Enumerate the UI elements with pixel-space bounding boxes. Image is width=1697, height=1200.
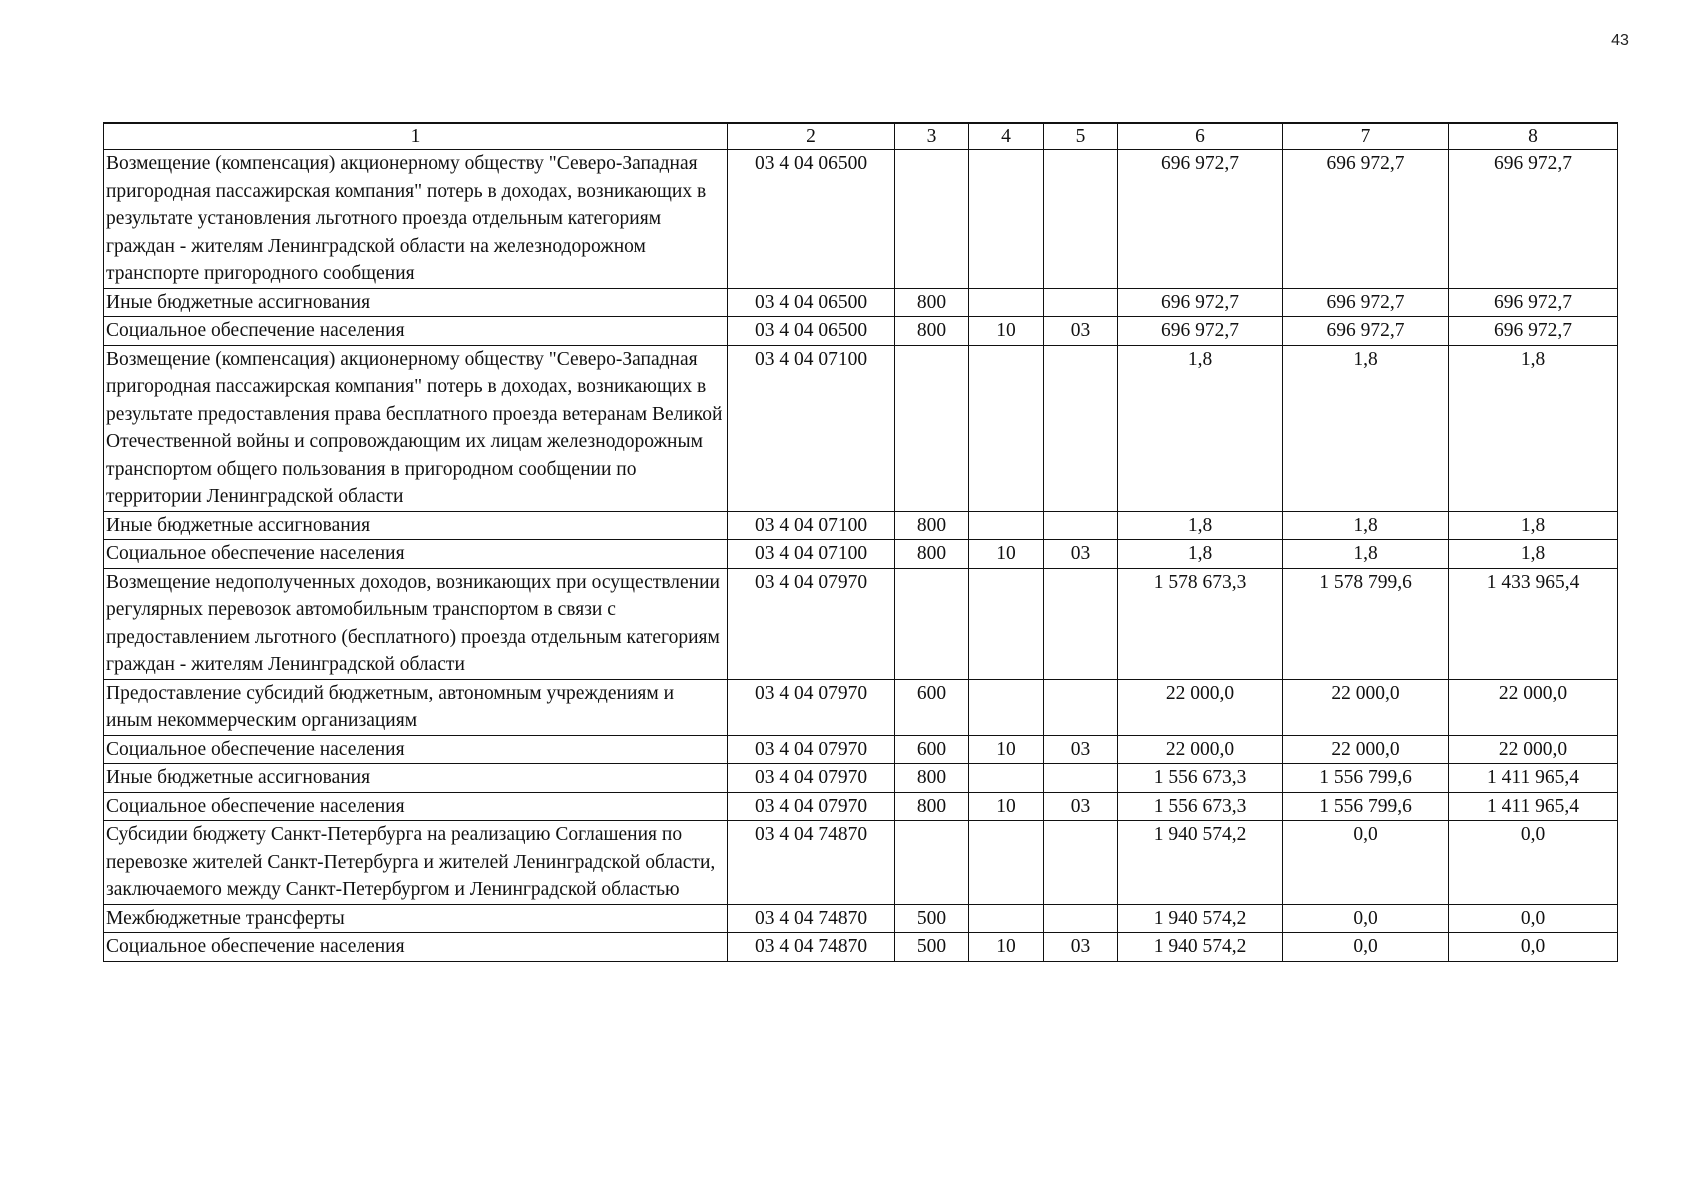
row-value-8: 1,8	[1449, 345, 1618, 511]
row-value-6: 1 556 673,3	[1118, 792, 1283, 821]
row-value-8: 1,8	[1449, 511, 1618, 540]
row-value-6: 1 940 574,2	[1118, 933, 1283, 962]
row-col3: 800	[895, 792, 969, 821]
row-col3: 500	[895, 904, 969, 933]
row-name: Социальное обеспечение населения	[104, 792, 728, 821]
row-value-6: 1,8	[1118, 511, 1283, 540]
row-value-8: 22 000,0	[1449, 735, 1618, 764]
row-col3	[895, 821, 969, 905]
row-value-7: 22 000,0	[1283, 679, 1449, 735]
row-col3: 600	[895, 679, 969, 735]
row-col5	[1044, 288, 1118, 317]
budget-table	[103, 122, 1618, 962]
row-col4	[969, 345, 1044, 511]
table-row	[104, 540, 1618, 569]
row-col4	[969, 568, 1044, 679]
row-value-6: 22 000,0	[1118, 679, 1283, 735]
row-value-7: 22 000,0	[1283, 735, 1449, 764]
row-col5	[1044, 904, 1118, 933]
row-value-6: 696 972,7	[1118, 317, 1283, 346]
row-col5	[1044, 679, 1118, 735]
row-col5	[1044, 345, 1118, 511]
row-value-7: 0,0	[1283, 933, 1449, 962]
table-row	[104, 735, 1618, 764]
row-col4: 10	[969, 735, 1044, 764]
row-col5: 03	[1044, 317, 1118, 346]
row-value-6: 696 972,7	[1118, 288, 1283, 317]
row-code: 03 4 04 07970	[728, 792, 895, 821]
row-col3: 600	[895, 735, 969, 764]
row-col5	[1044, 821, 1118, 905]
column-header-4: 4	[969, 123, 1044, 150]
row-value-8: 696 972,7	[1449, 288, 1618, 317]
row-col3	[895, 345, 969, 511]
row-name: Социальное обеспечение населения	[104, 933, 728, 962]
table-row	[104, 821, 1618, 905]
column-header-1: 1	[104, 123, 728, 150]
row-code: 03 4 04 07970	[728, 679, 895, 735]
row-value-7: 1 556 799,6	[1283, 764, 1449, 793]
row-col3: 500	[895, 933, 969, 962]
row-col4	[969, 679, 1044, 735]
row-name: Возмещение недополученных доходов, возникающих при осуществлении регулярных перевозок автомобильным транспортом в связи с предоставлением льготного (бесплатного) проезда отдельным категориям граждан - жителям Ленинградской области	[104, 568, 728, 679]
row-name: Социальное обеспечение населения	[104, 735, 728, 764]
table-row	[104, 511, 1618, 540]
row-name: Межбюджетные трансферты	[104, 904, 728, 933]
row-value-7: 0,0	[1283, 904, 1449, 933]
row-col3: 800	[895, 764, 969, 793]
column-header-2: 2	[728, 123, 895, 150]
row-value-8: 696 972,7	[1449, 317, 1618, 346]
column-header-7: 7	[1283, 123, 1449, 150]
row-name: Возмещение (компенсация) акционерному обществу "Северо-Западная пригородная пассажирская компания" потерь в доходах, возникающих в результате предоставления права бесплатного проезда ветеранам Великой Отечественной войны и сопровождающим их лицам железнодорожным транспортом общего пользования в пригородном сообщении по территории Ленинградской области	[104, 345, 728, 511]
row-value-7: 1 578 799,6	[1283, 568, 1449, 679]
row-col3: 800	[895, 511, 969, 540]
page-number: 43	[1611, 32, 1629, 49]
row-name: Иные бюджетные ассигнования	[104, 511, 728, 540]
row-code: 03 4 04 07100	[728, 345, 895, 511]
row-code: 03 4 04 74870	[728, 821, 895, 905]
column-header-8: 8	[1449, 123, 1618, 150]
row-value-6: 1 940 574,2	[1118, 821, 1283, 905]
table-row	[104, 904, 1618, 933]
row-name: Иные бюджетные ассигнования	[104, 764, 728, 793]
row-value-7: 696 972,7	[1283, 150, 1449, 289]
column-header-6: 6	[1118, 123, 1283, 150]
table-row	[104, 792, 1618, 821]
row-col3: 800	[895, 540, 969, 569]
row-col4	[969, 764, 1044, 793]
row-code: 03 4 04 06500	[728, 288, 895, 317]
row-col4: 10	[969, 792, 1044, 821]
row-code: 03 4 04 07970	[728, 735, 895, 764]
table-row	[104, 345, 1618, 511]
row-col4: 10	[969, 933, 1044, 962]
row-col5	[1044, 511, 1118, 540]
row-col4: 10	[969, 540, 1044, 569]
row-col5	[1044, 150, 1118, 289]
table-body	[104, 150, 1618, 962]
row-value-6: 1,8	[1118, 540, 1283, 569]
row-col4	[969, 288, 1044, 317]
row-code: 03 4 04 74870	[728, 904, 895, 933]
row-value-6: 22 000,0	[1118, 735, 1283, 764]
row-value-8: 1 411 965,4	[1449, 792, 1618, 821]
row-col4	[969, 511, 1044, 540]
row-value-6: 1,8	[1118, 345, 1283, 511]
row-value-8: 1,8	[1449, 540, 1618, 569]
table-row	[104, 150, 1618, 289]
table-row	[104, 933, 1618, 962]
row-col4	[969, 821, 1044, 905]
row-value-8: 0,0	[1449, 933, 1618, 962]
row-name: Социальное обеспечение населения	[104, 317, 728, 346]
row-name: Иные бюджетные ассигнования	[104, 288, 728, 317]
row-value-7: 1,8	[1283, 345, 1449, 511]
row-col3	[895, 150, 969, 289]
row-value-8: 1 433 965,4	[1449, 568, 1618, 679]
row-code: 03 4 04 07100	[728, 540, 895, 569]
row-name: Возмещение (компенсация) акционерному обществу "Северо-Западная пригородная пассажирская компания" потерь в доходах, возникающих в результате установления льготного проезда отдельным категориям граждан - жителям Ленинградской области на железнодорожном транспорте пригородного сообщения	[104, 150, 728, 289]
row-value-7: 1,8	[1283, 511, 1449, 540]
row-code: 03 4 04 74870	[728, 933, 895, 962]
row-col5: 03	[1044, 735, 1118, 764]
row-col5	[1044, 568, 1118, 679]
row-col5: 03	[1044, 933, 1118, 962]
row-value-7: 1 556 799,6	[1283, 792, 1449, 821]
table-row	[104, 288, 1618, 317]
row-value-7: 696 972,7	[1283, 317, 1449, 346]
header-row	[104, 123, 1618, 150]
row-value-8: 1 411 965,4	[1449, 764, 1618, 793]
row-value-8: 0,0	[1449, 904, 1618, 933]
row-value-7: 0,0	[1283, 821, 1449, 905]
row-value-6: 696 972,7	[1118, 150, 1283, 289]
row-col4	[969, 150, 1044, 289]
row-value-6: 1 556 673,3	[1118, 764, 1283, 793]
row-code: 03 4 04 06500	[728, 317, 895, 346]
row-col3: 800	[895, 317, 969, 346]
table-row	[104, 764, 1618, 793]
row-col3	[895, 568, 969, 679]
row-value-7: 1,8	[1283, 540, 1449, 569]
table-row	[104, 679, 1618, 735]
row-code: 03 4 04 07100	[728, 511, 895, 540]
column-header-5: 5	[1044, 123, 1118, 150]
row-name: Субсидии бюджету Санкт-Петербурга на реализацию Соглашения по перевозке жителей Санкт-Петербурга и жителей Ленинградской области, заключаемого между Санкт-Петербургом и Ленинградской областью	[104, 821, 728, 905]
row-value-8: 0,0	[1449, 821, 1618, 905]
row-value-6: 1 940 574,2	[1118, 904, 1283, 933]
row-value-6: 1 578 673,3	[1118, 568, 1283, 679]
row-code: 03 4 04 07970	[728, 764, 895, 793]
row-name: Предоставление субсидий бюджетным, автономным учреждениям и иным некоммерческим организациям	[104, 679, 728, 735]
table-row	[104, 317, 1618, 346]
column-header-3: 3	[895, 123, 969, 150]
table-row	[104, 568, 1618, 679]
row-col5: 03	[1044, 540, 1118, 569]
row-code: 03 4 04 06500	[728, 150, 895, 289]
row-col4	[969, 904, 1044, 933]
row-value-8: 696 972,7	[1449, 150, 1618, 289]
row-col5: 03	[1044, 792, 1118, 821]
row-col5	[1044, 764, 1118, 793]
row-col4: 10	[969, 317, 1044, 346]
row-value-8: 22 000,0	[1449, 679, 1618, 735]
row-col3: 800	[895, 288, 969, 317]
row-code: 03 4 04 07970	[728, 568, 895, 679]
row-value-7: 696 972,7	[1283, 288, 1449, 317]
row-name: Социальное обеспечение населения	[104, 540, 728, 569]
